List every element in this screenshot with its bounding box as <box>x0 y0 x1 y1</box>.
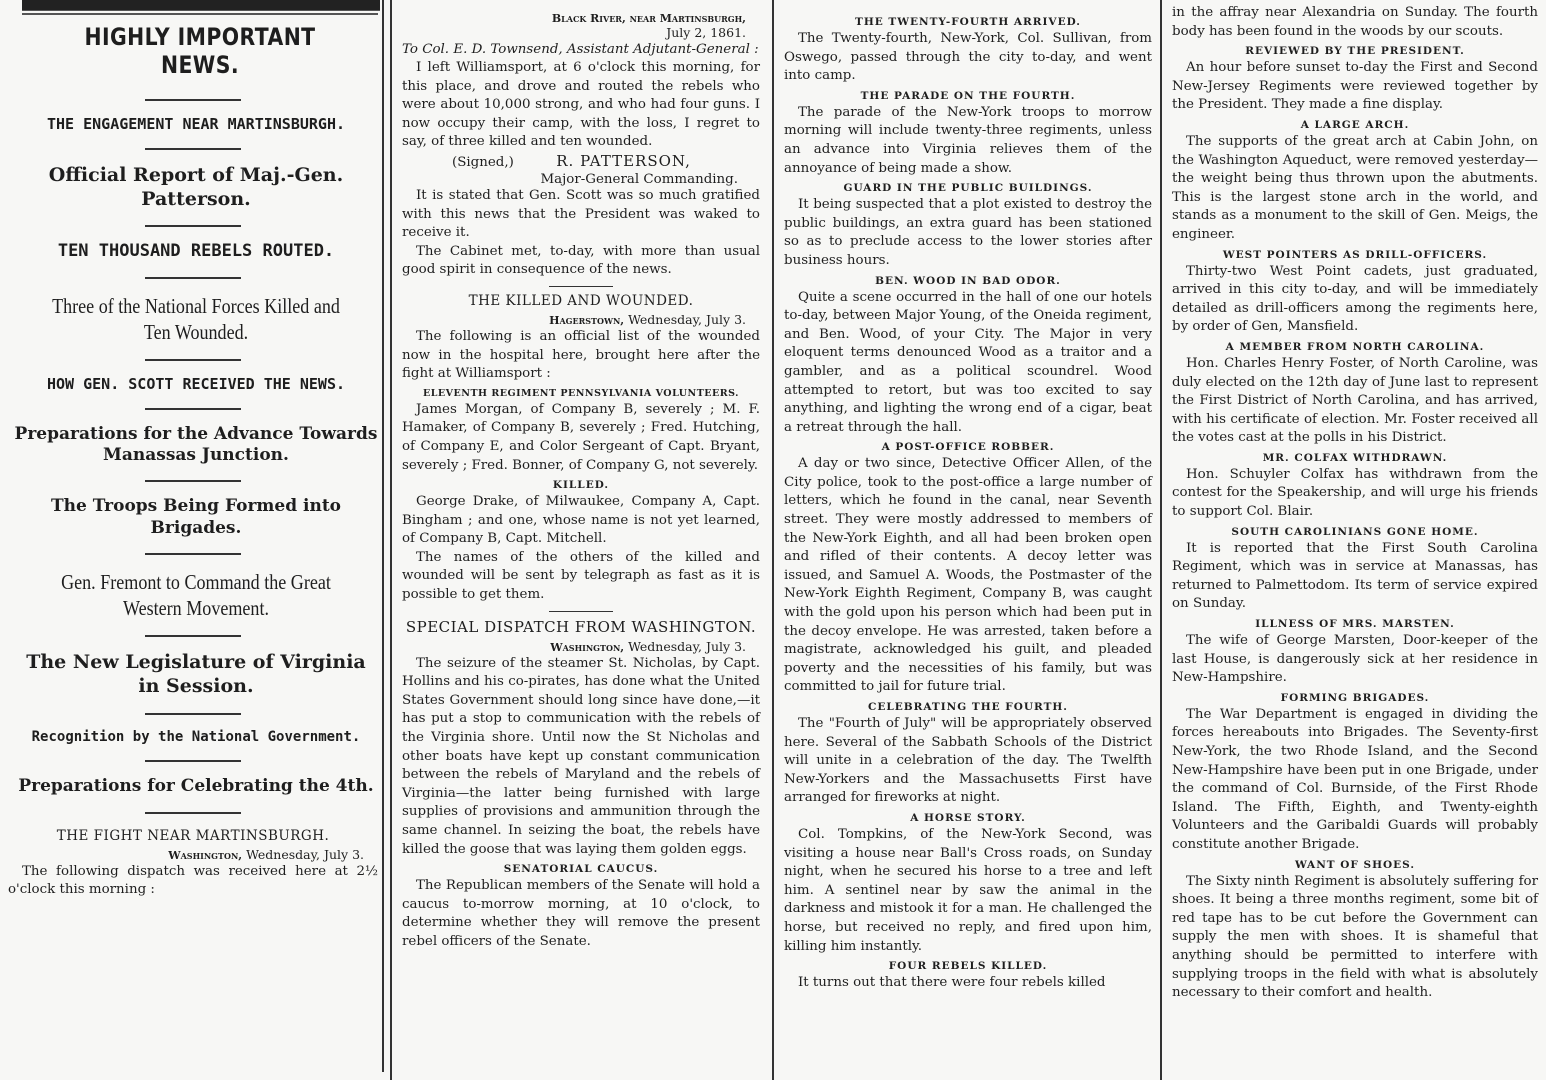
subheading: A MEMBER FROM NORTH CAROLINA. <box>1225 340 1485 353</box>
dateline-date: Wednesday, July 3. <box>628 638 746 654</box>
subheading: WEST POINTERS AS DRILL-OFFICERS. <box>1222 248 1488 261</box>
top-rule <box>22 0 380 11</box>
paragraph: The parade of the New-York troops to morrow morning will include twenty-three regiments, unless an advance into Virginia relieves them of the annoyance of being made a show. <box>784 104 1152 176</box>
headline: Preparations for Celebrating the 4th. <box>18 776 374 797</box>
column-news-items-continued <box>1160 0 1546 1080</box>
paragraph: Hon. Schuyler Colfax has withdrawn from the contest for the Speakership, and will urge his friends to support Col. Blair. <box>1172 466 1538 520</box>
dateline-place: Washington, <box>550 640 625 654</box>
subheading: ELEVENTH REGIMENT PENNSYLVANIA VOLUNTEERS. <box>423 387 739 399</box>
divider <box>145 277 241 279</box>
headline: THE ENGAGEMENT NEAR MARTINSBURGH. <box>46 115 345 133</box>
divider <box>145 553 241 555</box>
paragraph: The wife of George Marsten, Door-keeper of the last House, is dangerously sick at her residence in New-Hampshire. <box>1172 633 1538 686</box>
dateline-date: Wednesday, July 3. <box>628 311 746 327</box>
signer-name: R. PATTERSON, <box>556 151 691 170</box>
column-divider <box>382 0 384 1072</box>
subheading: SENATORIAL CAUCUS. <box>503 863 659 876</box>
dispatch-date: July 2, 1861. <box>666 25 746 40</box>
paragraph: It turns out that there were four rebels killed <box>798 975 1106 991</box>
column-news-items <box>772 0 1160 1080</box>
column-headlines <box>0 0 388 1080</box>
dateline <box>8 847 364 862</box>
paragraph: An hour before sunset to-day the First and Second New-Jersey Regiments were reviewed together by the President. They made a fine display. <box>1172 60 1538 113</box>
divider <box>145 760 241 762</box>
headline: Preparations for the Advance Towards Manassas Junction. <box>14 423 378 465</box>
continuation: in the affray near Alexandria on Sunday. The fourth body has been found in the woods by our scouts. <box>1172 5 1538 39</box>
divider <box>145 148 241 150</box>
headline: HOW GEN. SCOTT RECEIVED THE NEWS. <box>46 375 345 393</box>
paragraph: Col. Tompkins, of the New-York Second, was visiting a house near Ball's Cross roads, on Sunday night, when he secured his horse to a tree and left him. A sentinel near by saw the animal in the darkness and mistook it for a man. He challenged the horse, but received no reply, and fired upon him, killing him instantly. <box>784 826 1152 954</box>
subheading: WANT OF SHOES. <box>1294 858 1416 871</box>
divider <box>145 812 241 814</box>
masthead: HIGHLY IMPORTANT NEWS. <box>84 23 316 79</box>
paragraph: The seizure of the steamer St. Nicholas, by Capt. Hollins and his co-pirates, has done what the United States Government should long since have done,—it has put a stop to communication with the rebels of the Virginia shore. Until now the St Nicholas and other boats have kept up constant communication between the rebels of Maryland and the rebels of Virginia—the latter being furnished with large supplies of provisions and ammunition through the same channel. In seizing the boat, the rebels have killed the goose that was laying them golden eggs. <box>402 655 760 857</box>
divider <box>145 713 241 715</box>
divider <box>145 635 241 637</box>
divider <box>145 359 241 361</box>
subheading: BEN. WOOD IN BAD ODOR. <box>875 274 1061 287</box>
divider <box>145 225 241 227</box>
headline: Official Report of Maj.-Gen. Patterson. <box>48 163 344 210</box>
top-rule-thin <box>22 13 378 15</box>
dateline <box>402 639 746 654</box>
paragraph: The supports of the great arch at Cabin John, on the Washington Aqueduct, were removed yesterday—the weight being thus thrown upon the abutments. This is the largest stone arch in the world, and stands as a monument to the skill of Gen. Meigs, the engineer. <box>1172 133 1538 242</box>
headline: Three of the National Forces Killed and Ten Wounded. <box>52 293 340 344</box>
divider <box>145 408 241 410</box>
headline: The Troops Being Formed into Brigades. <box>50 496 342 538</box>
subheading: A HORSE STORY. <box>910 811 1026 824</box>
dateline-place: Hagerstown, <box>549 313 625 327</box>
paragraph: George Drake, of Milwaukee, Company A, Capt. Bingham ; and one, whose name is not yet learned, of Company B, Capt. Mitchell. <box>402 494 760 547</box>
article-title: THE FIGHT NEAR MARTINSBURGH. <box>56 827 330 844</box>
subheading: FORMING BRIGADES. <box>1280 691 1430 704</box>
article-title: THE KILLED AND WOUNDED. <box>468 292 694 309</box>
dispatch-place: Black River, near Martinsburgh, <box>551 12 746 25</box>
subheading: REVIEWED BY THE PRESIDENT. <box>1245 45 1465 58</box>
paragraph: The Republican members of the Senate will hold a caucus to-morrow morning, at 10 o'clock, to determine whether they will remove the present rebel officers of the Senate. <box>402 878 760 949</box>
paragraph: The Twenty-fourth, New-York, Col. Sullivan, from Oswego, passed through the city to-day, and went into camp. <box>784 31 1152 84</box>
subheading: FOUR REBELS KILLED. <box>888 960 1048 973</box>
headline: The New Legislature of Virginia in Session. <box>26 651 366 697</box>
subheading: KILLED. <box>552 479 610 492</box>
headline: Recognition by the National Government. <box>31 728 361 745</box>
subheading: MR. COLFAX WITHDRAWN. <box>1262 451 1448 464</box>
subheading: THE TWENTY-FOURTH ARRIVED. <box>855 16 1081 28</box>
dispatch-dateline <box>402 10 746 40</box>
dateline-date: Wednesday, July 3. <box>246 846 364 862</box>
paragraph: A day or two since, Detective Officer Allen, of the City police, took to the post-office a large number of letters, which he found in the canal, near Seventh street. They were mostly addressed to members of the New-York Eighth, and all had been broken open and rifled of their contents. A decoy letter was issued, and Samuel A. Woods, the Postmaster of the New-York Eighth Regiment, Company B, was caught with the gold upon his person which had been put in the decoy envelope. He was arrested, taken before a magistrate, acknowledged his guilt, and pleaded poverty and the necessities of his family, but was committed to jail for future trial. <box>784 456 1152 695</box>
dateline <box>402 312 746 327</box>
subheading: A POST-OFFICE ROBBER. <box>881 441 1055 454</box>
dateline-place: Washington, <box>168 848 243 862</box>
dispatch-body: I left Williamsport, at 6 o'clock this morning, for this place, and drove and routed the rebels who were about 10,000 strong, and who had four guns. I now occupy their camp, with the loss, I regret to say, of three killed and ten wounded. <box>402 60 760 150</box>
subheading: CELEBRATING THE FOURTH. <box>868 701 1068 713</box>
salutation: To Col. E. D. Townsend, Assistant Adjutant-General : <box>402 42 759 57</box>
paragraph: The Cabinet met, to-day, with more than usual good spirit in consequence of the news. <box>402 243 760 278</box>
paragraph: The following is an official list of the wounded now in the hospital here, brought here after the fight at Williamsport : <box>402 328 760 382</box>
paragraph: Hon. Charles Henry Foster, of North Caroline, was duly elected on the 12th day of June last to represent the First District of North Carolina, and has arrived, with his certificate of election. Mr. Foster received all the votes cast at the polls in his District. <box>1172 355 1538 446</box>
divider <box>145 99 241 101</box>
signed-label: (Signed,) <box>452 154 514 170</box>
paragraph: The War Department is engaged in dividing the forces hereabouts into Brigades. The Seventy-first New-York, the two Rhode Island, and the Second New-Hampshire have been put in one Brigade, under the command of Col. Burnside, of the First Rhode Island. The Fifth, Eighth, and Twenty-eighth Volunteers and the Garibaldi Guards will probably constitute another Brigade. <box>1172 706 1538 852</box>
divider <box>145 480 241 482</box>
article-title: SPECIAL DISPATCH FROM WASHINGTON. <box>405 617 757 636</box>
divider <box>549 286 613 287</box>
column-dispatches <box>390 0 768 1080</box>
subheading: ILLNESS OF MRS. MARSTEN. <box>1255 618 1455 631</box>
paragraph: The names of the others of the killed and wounded will be sent by telegraph as fast as it is possible to get them. <box>402 549 760 603</box>
paragraph: Quite a scene occurred in the hall of one our hotels to-day, between Major Young, of the Oneida regiment, and Ben. Wood, of your City. The Major in very eloquent terms denounced Wood as a traitor and a gambler, and as a political scoundrel. Wood attempted to retort, but was too excited to say anything, and lighting the wrong end of a cigar, beat a retreat through the hall. <box>784 289 1152 435</box>
paragraph: Thirty-two West Point cadets, just graduated, arrived in this city to-day, and will be immediately detailed as drill-officers among the regiments here, by order of Gen, Mansfield. <box>1172 263 1538 335</box>
paragraph: James Morgan, of Company B, severely ; M. F. Hamaker, of Company B, severely ; Fred. Hutching, of Company E, and Color Sergeant of Capt. Bryant, severely ; Fred. Bonner, of Company G, not severely. <box>402 401 760 473</box>
article-body: The following dispatch was received here at 2½ o'clock this morning : <box>8 863 378 898</box>
subheading: A LARGE ARCH. <box>1300 118 1410 131</box>
paragraph: The "Fourth of July" will be appropriately observed here. Several of the Sabbath Schools of the District will unite in a celebration of the day. The Twelfth New-Yorkers and the Massachusetts First have arranged for fireworks at night. <box>784 716 1152 806</box>
paragraph: The Sixty ninth Regiment is absolutely suffering for shoes. It being a three months regiment, some bit of red tape has to be cut before the Government can supply the men with shoes. It is shameful that anything should be permitted to interfere with supplying troops in the field with what is absolutely necessary to their comfort and health. <box>1172 873 1538 1001</box>
signature <box>402 152 760 172</box>
subheading: THE PARADE ON THE FOURTH. <box>860 89 1076 102</box>
signer-title: Major-General Commanding. <box>540 171 738 187</box>
subheading: SOUTH CAROLINIANS GONE HOME. <box>1231 525 1479 538</box>
paragraph: It is reported that the First South Carolina Regiment, which was in service at Manassas, has returned to Palmettodom. Its term of service expired on Sunday. <box>1172 540 1538 612</box>
paragraph: It being suspected that a plot existed to destroy the public buildings, an extra guard has been stationed so as to preclude access to the lower stories after business hours. <box>784 197 1152 268</box>
subheading: GUARD IN THE PUBLIC BUILDINGS. <box>843 182 1093 195</box>
headline: TEN THOUSAND REBELS ROUTED. <box>57 241 335 262</box>
divider <box>549 611 613 612</box>
headline: Gen. Fremont to Command the Great Western Movement. <box>61 569 331 620</box>
paragraph: It is stated that Gen. Scott was so much gratified with this news that the President was waked to receive it. <box>402 187 760 241</box>
